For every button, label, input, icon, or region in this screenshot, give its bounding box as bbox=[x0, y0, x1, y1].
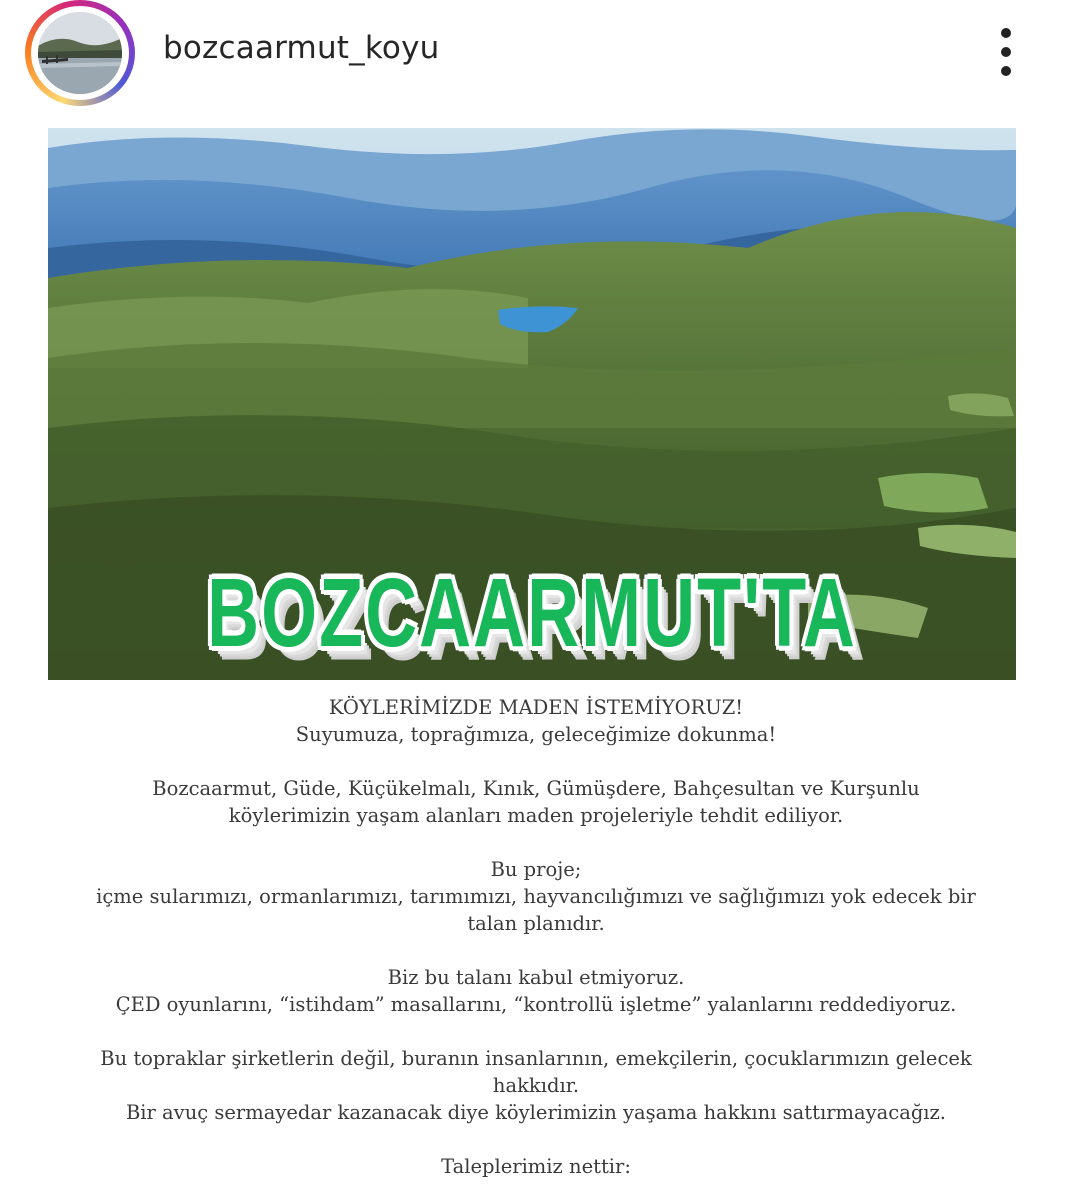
caption-line: hakkıdır. bbox=[492, 1074, 580, 1097]
caption-blank-line bbox=[40, 1126, 1032, 1153]
caption-blank-line bbox=[40, 937, 1032, 964]
username[interactable]: bozcaarmut_koyu bbox=[163, 30, 440, 66]
caption-line: talan planıdır. bbox=[467, 912, 605, 935]
avatar-photo bbox=[38, 12, 122, 94]
caption-line: köylerimizin yaşam alanları maden projeleriyle tehdit ediliyor. bbox=[228, 804, 844, 827]
caption-blank-line bbox=[40, 748, 1032, 775]
headline-line-1: BOZCAARMUT'TA bbox=[207, 559, 857, 668]
post-image[interactable] bbox=[48, 128, 1016, 680]
caption-line: KÖYLERİMİZDE MADEN İSTEMİYORUZ! bbox=[328, 696, 744, 719]
caption-blank-line bbox=[40, 829, 1032, 856]
more-vertical-icon-dot bbox=[1001, 47, 1011, 57]
caption-line: Bu topraklar şirketlerin değil, buranın insanlarının, emekçilerin, çocuklarımızın gelecek bbox=[100, 1047, 972, 1070]
lake-photo-icon bbox=[38, 12, 122, 94]
caption-line: Bozcaarmut, Güde, Küçükelmalı, Kınık, Gümüşdere, Bahçesultan ve Kurşunlu bbox=[152, 777, 920, 800]
post-header bbox=[0, 0, 1072, 104]
caption-blank-line bbox=[40, 1018, 1032, 1045]
avatar[interactable] bbox=[25, 0, 135, 106]
caption-line: içme sularımızı, ormanlarımızı, tarımımızı, hayvancılığımızı ve sağlığımızı yok edecek bir bbox=[96, 885, 976, 908]
more-vertical-icon bbox=[1001, 28, 1011, 38]
more-vertical-icon-dot bbox=[1001, 66, 1011, 76]
caption-line: Bir avuç sermayedar kazanacak diye köylerimizin yaşama hakkını sattırmayacağız. bbox=[125, 1101, 947, 1124]
caption-line: Taleplerimiz nettir: bbox=[441, 1155, 631, 1178]
caption-line: Bu proje; bbox=[490, 858, 582, 881]
more-options-button[interactable] bbox=[986, 22, 1026, 82]
caption-line: Suyumuza, toprağımıza, geleceğimize dokunma! bbox=[295, 723, 777, 746]
post-caption bbox=[40, 694, 1032, 1180]
caption-line: ÇED oyunlarını, “istihdam” masallarını, “kontrollü işletme” yalanlarını reddediyoruz. bbox=[115, 993, 957, 1016]
caption-line: Biz bu talanı kabul etmiyoruz. bbox=[387, 966, 685, 989]
